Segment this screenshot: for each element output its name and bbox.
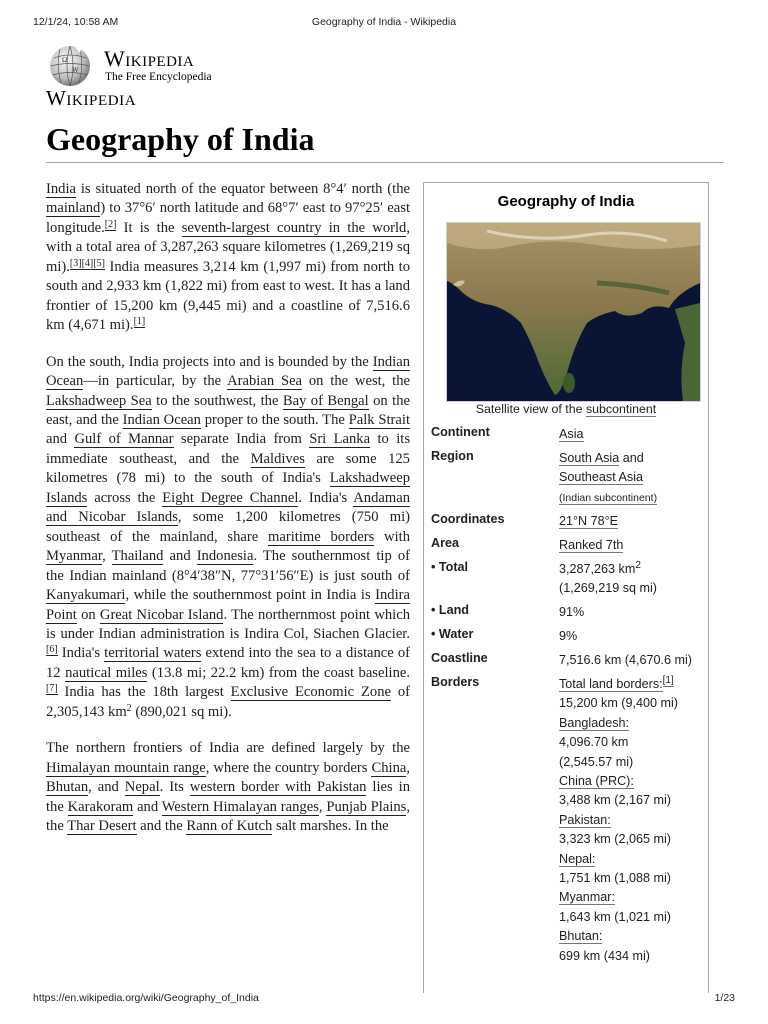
text: , while the southernmost point in India is — [125, 587, 376, 604]
page-title: Geography of India — [46, 121, 315, 157]
superscript-2: 2 — [126, 702, 132, 714]
value-borders — [559, 675, 709, 966]
text: and the — [136, 818, 187, 835]
print-page-number: 1/23 — [714, 992, 735, 1004]
ref-7[interactable]: [7] — [46, 683, 58, 695]
print-doc-title: Geography of India - Wikipedia — [311, 16, 457, 28]
link-china[interactable]: China — [371, 759, 407, 776]
ref-1-infobox[interactable]: [1] — [662, 675, 674, 686]
link-southeast-asia[interactable]: Southeast Asia — [559, 470, 644, 485]
wikipedia-wordmark-secondary: Wikipedia — [46, 86, 137, 110]
text: and — [163, 548, 197, 565]
article-body — [46, 180, 410, 980]
link-maldives[interactable]: Maldives — [250, 450, 305, 467]
text: 1,643 km (1,021 mi) — [559, 909, 671, 924]
text: , where the country borders — [205, 759, 372, 776]
text: 4,096.70 km — [559, 735, 629, 750]
text: on the west, the — [302, 373, 410, 390]
ref-2[interactable]: [2] — [104, 218, 117, 230]
svg-text:Ω: Ω — [62, 56, 68, 64]
map-caption — [424, 402, 708, 416]
link-himalayan-range[interactable]: Himalayan mountain range — [46, 759, 206, 776]
link-myanmar[interactable]: Myanmar — [46, 548, 103, 565]
link-palk-strait[interactable]: Palk Strait — [348, 411, 410, 428]
label-region: Region — [431, 449, 474, 463]
label-coastline: Coastline — [431, 651, 488, 665]
label-total: • Total — [431, 560, 469, 574]
superscript-2: 2 — [635, 560, 641, 571]
text: India has the 18th largest — [57, 684, 231, 701]
link-rann-of-kutch[interactable]: Rann of Kutch — [186, 818, 273, 835]
wikipedia-wordmark: Wikipedia — [104, 46, 195, 71]
print-datetime: 12/1/24, 10:58 AM — [33, 16, 119, 28]
link-bangladesh[interactable]: Bangladesh: — [559, 715, 630, 730]
text: to its immediate southeast, and the — [46, 431, 410, 467]
text: India's — [57, 645, 105, 662]
link-seventh-largest[interactable]: seventh-largest country in the world — [181, 219, 407, 236]
link-indian-ocean[interactable]: Indian Ocean — [46, 353, 410, 390]
link-territorial-waters[interactable]: territorial waters — [104, 645, 202, 662]
text: , — [102, 548, 112, 565]
text: , and — [88, 779, 125, 796]
value-continent — [559, 425, 709, 444]
link-western-himalayan[interactable]: Western Himalayan ranges — [161, 798, 319, 815]
text: , with a total area of 3,287,263 square kilometres (1,269,219 sq mi). — [46, 219, 410, 275]
text: lies in the — [46, 779, 410, 815]
link-thailand[interactable]: Thailand — [111, 548, 164, 565]
text: India measures 3,214 km (1,997 mi) from north to south and 2,933 km (1,822 mi) from east to west. It has a land frontier of 15,200 km (9,445 mi) and a coastline of 7,516.6 km (4,671 mi). — [46, 258, 410, 334]
link-pakistan[interactable]: Pakistan: — [559, 812, 611, 827]
link-maritime-borders[interactable]: maritime borders — [268, 528, 375, 545]
link-punjab-plains[interactable]: Punjab Plains — [326, 798, 407, 815]
text: —in particular, by the — [83, 373, 228, 390]
link-india[interactable]: India — [46, 181, 76, 197]
label-land: • Land — [431, 603, 469, 617]
link-bhutan[interactable]: Bhutan — [46, 779, 89, 796]
text: to the southwest, the — [151, 392, 283, 409]
infobox-title: Geography of India — [497, 193, 635, 210]
value-region — [559, 449, 709, 508]
text: . The northernmost point which is under Indian administration is Indira Col, Siachen Glacier. — [46, 606, 410, 642]
text: The northern frontiers of India are defined largely by the — [46, 740, 410, 757]
text: salt marshes. In the — [272, 818, 389, 835]
value-area — [559, 536, 709, 555]
title-divider — [46, 162, 724, 163]
text: 3,323 km (2,065 mi) — [559, 832, 671, 847]
text: . Its — [159, 779, 190, 796]
text: and — [619, 451, 644, 465]
text: on — [76, 606, 100, 623]
print-footer — [33, 992, 735, 1006]
text: , — [406, 759, 410, 776]
text: , the — [46, 798, 410, 835]
text: 1,751 km (1,088 mi) — [559, 871, 671, 886]
text: extend into the sea to a distance of 12 — [46, 645, 410, 681]
link-gulf-of-mannar[interactable]: Gulf of Mannar — [74, 431, 174, 448]
link-indira-point[interactable]: Indira Point — [46, 587, 410, 623]
link-great-nicobar[interactable]: Great Nicobar Island — [99, 606, 224, 623]
value-land: 91% — [559, 605, 585, 619]
text: , — [318, 798, 327, 815]
link-andaman-nicobar[interactable]: Andaman and Nicobar Islands — [46, 489, 410, 526]
text: across the — [87, 489, 163, 506]
link-nautical-miles[interactable]: nautical miles — [65, 664, 148, 681]
text: It is the — [116, 219, 182, 236]
puzzle-globe-icon — [46, 44, 94, 88]
link-china-prc[interactable]: China (PRC): — [559, 774, 634, 789]
link-lakshadweep-sea[interactable]: Lakshadweep Sea — [46, 392, 152, 409]
link-total-land-borders[interactable]: Total land borders: — [559, 677, 663, 691]
text: 3,488 km (2,167 mi) — [559, 793, 671, 808]
satellite-map-image[interactable] — [446, 222, 701, 402]
link-myanmar-infobox[interactable]: Myanmar: — [559, 890, 615, 905]
link-indonesia[interactable]: Indonesia — [196, 548, 254, 565]
text: is situated north of the equator between 8°4′ north (the — [76, 181, 410, 197]
value-coordinates — [559, 512, 709, 531]
link-lakshadweep-islands[interactable]: Lakshadweep Islands — [46, 470, 410, 506]
text: on the east, and the — [46, 392, 410, 428]
text: of 2,305,143 km — [46, 684, 410, 720]
text: , some 1,200 kilometres (750 mi) southeast of the mainland, share — [46, 509, 410, 545]
text: 15,200 km (9,400 mi) — [559, 696, 678, 711]
text: . The southernmost tip of the Indian mainland (8°4′38″N, 77°31′56″E) is just south of — [46, 548, 410, 584]
value-water: 9% — [559, 629, 578, 643]
text: with — [374, 528, 410, 545]
label-continent: Continent — [431, 425, 490, 439]
link-south-asia[interactable]: South Asia — [559, 451, 620, 465]
label-coordinates: Coordinates — [431, 512, 505, 526]
infobox — [423, 182, 709, 993]
text: proper to the south. The — [200, 411, 349, 428]
link-ranked-7th[interactable]: Ranked 7th — [559, 538, 624, 552]
ref-5[interactable]: [5] — [93, 257, 105, 269]
svg-text:W: W — [72, 66, 79, 74]
link-mainland[interactable]: mainland — [46, 200, 101, 217]
text: . India's — [298, 489, 354, 506]
link-asia[interactable]: Asia — [559, 427, 584, 441]
text: Satellite view of the — [475, 402, 586, 416]
link-nepal-infobox[interactable]: Nepal: — [559, 851, 596, 866]
text: ) to 37°6′ north latitude and 68°7′ east to 97°25′ east longitude. — [46, 200, 410, 236]
ref-1[interactable]: [1] — [133, 316, 146, 328]
link-eight-degree-channel[interactable]: Eight Degree Channel — [162, 489, 299, 506]
link-sri-lanka[interactable]: Sri Lanka — [309, 431, 371, 448]
satellite-map-graphic — [447, 223, 700, 401]
article-paragraph-1 — [46, 180, 410, 336]
article-paragraph-3 — [46, 739, 410, 836]
link-indian-ocean-2[interactable]: Indian Ocean — [122, 411, 201, 428]
link-karakoram[interactable]: Karakoram — [67, 798, 134, 815]
text: and — [133, 798, 162, 815]
text: 3,287,263 km — [559, 562, 636, 576]
link-bhutan-infobox[interactable]: Bhutan: — [559, 929, 603, 944]
wikipedia-tagline: The Free Encyclopedia — [105, 71, 212, 83]
text: separate India from — [173, 431, 310, 448]
ref-4[interactable]: [4] — [81, 257, 94, 269]
link-indian-subcontinent[interactable]: (Indian subcontinent) — [559, 491, 658, 504]
article-paragraph-2 — [46, 353, 410, 723]
link-bay-of-bengal[interactable]: Bay of Bengal — [282, 392, 369, 409]
print-header — [33, 16, 735, 30]
link-western-border-pakistan[interactable]: western border with Pakistan — [189, 779, 367, 796]
print-url: https://en.wikipedia.org/wiki/Geography_of_India — [33, 992, 259, 1004]
text: (13.8 mi; 22.2 km) from the coast baseline. — [147, 664, 410, 681]
value-coastline: 7,516.6 km (4,670.6 mi) — [559, 653, 692, 667]
link-nepal[interactable]: Nepal — [124, 779, 160, 796]
label-area: Area — [431, 536, 460, 550]
label-borders: Borders — [431, 675, 480, 689]
ref-6[interactable]: [6] — [46, 644, 58, 656]
link-coordinates[interactable]: 21°N 78°E — [559, 514, 619, 528]
ref-3[interactable]: [3] — [69, 257, 82, 269]
link-kanyakumari[interactable]: Kanyakumari — [46, 587, 126, 604]
link-eez[interactable]: Exclusive Economic Zone — [230, 684, 391, 701]
label-water: • Water — [431, 627, 474, 641]
link-thar-desert[interactable]: Thar Desert — [67, 818, 137, 835]
text: On the south, India projects into and is bounded by the — [46, 353, 373, 370]
text: (2,545.57 mi) — [559, 754, 634, 769]
wikipedia-logo[interactable] — [46, 42, 246, 90]
value-total — [559, 560, 709, 599]
text: (890,021 sq mi). — [131, 703, 232, 720]
text: (1,269,219 sq mi) — [559, 581, 658, 596]
link-subcontinent[interactable]: subcontinent — [585, 402, 657, 416]
text: are some 125 kilometres (78 mi) to the south of India's — [46, 450, 410, 487]
link-arabian-sea[interactable]: Arabian Sea — [227, 373, 303, 390]
text: and — [46, 431, 75, 448]
text: 699 km (434 mi) — [559, 948, 650, 963]
